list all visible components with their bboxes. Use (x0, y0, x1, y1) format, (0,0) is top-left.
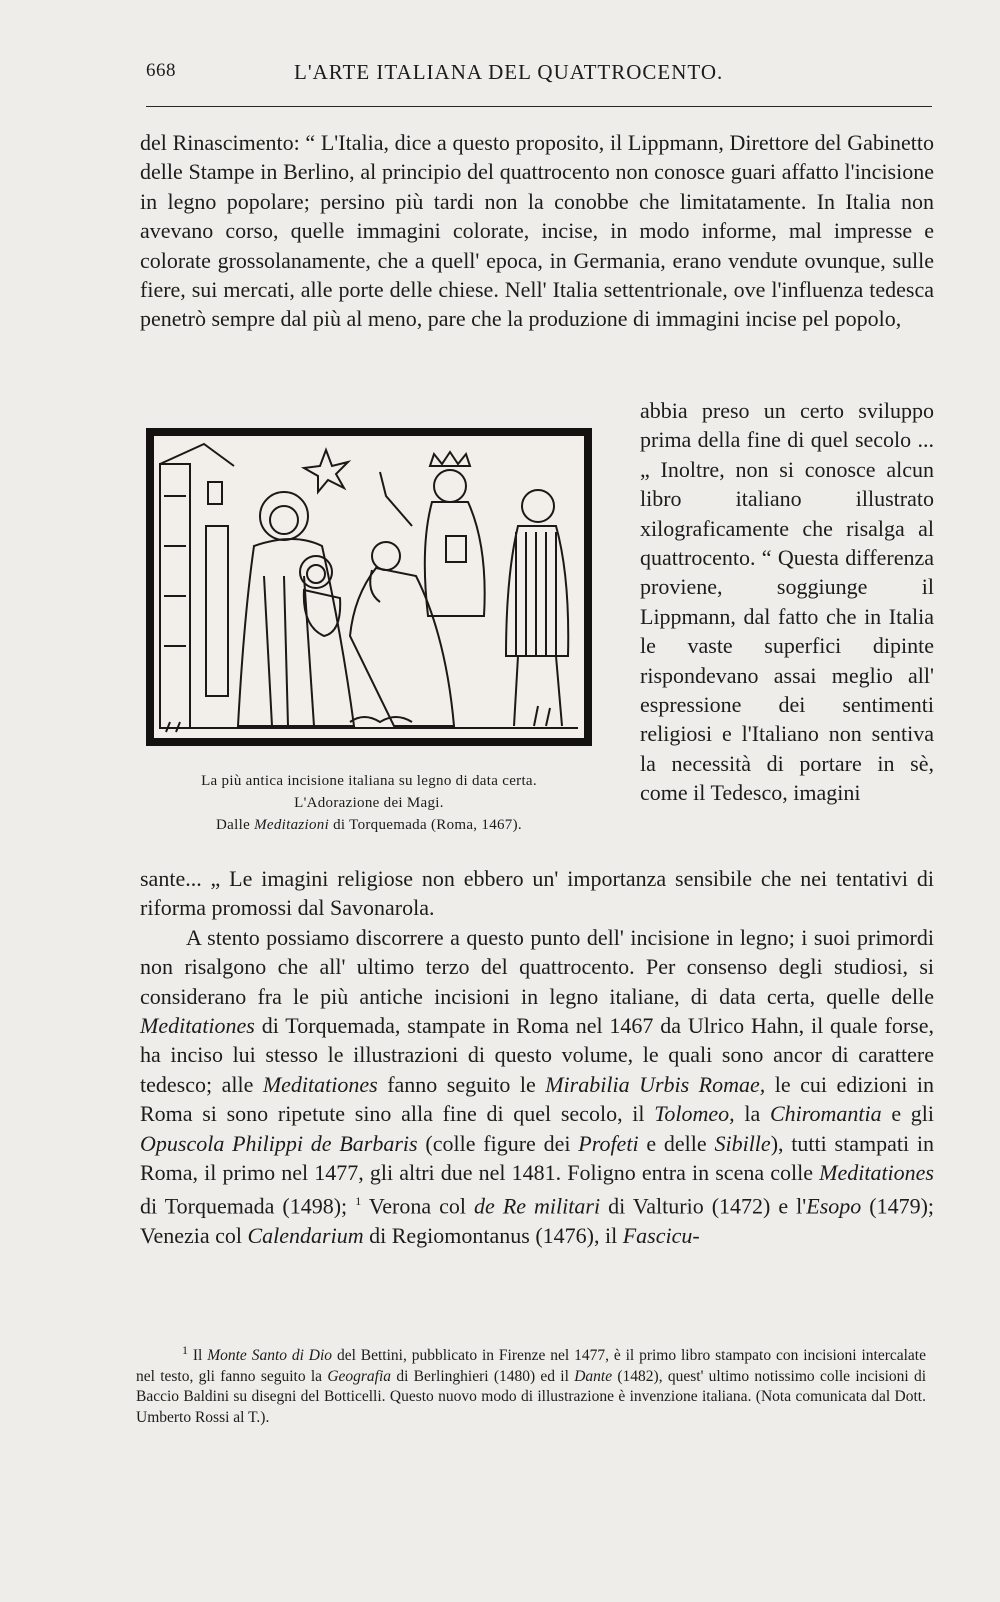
text-run: le cui edizioni in Roma si sono ripetute sino alla fine di quel secolo, il (140, 1071, 935, 1127)
text-run: (1482), quest' ultimo notissimo colle incisioni di Baccio Baldini su disegni del Botticelli. Questo nuovo modo di illustrazione è invenzione italiana. (Nota comunicata dal Dott. Umberto Rossi al T.). (136, 1367, 927, 1426)
text-run: del Bettini, pubblicato in Firenze nel 1477, è il primo libro stampato con incisioni intercalate nel testo, gli fanno seguito la (136, 1347, 926, 1385)
italic-title: Meditationes (262, 1071, 378, 1097)
running-title: L'ARTE ITALIANA DEL QUATTROCENTO. (294, 60, 724, 84)
caption-text: di Torquemada (Roma, 1467). (333, 817, 522, 833)
italic-title: Meditationes (140, 1013, 255, 1039)
figure-caption (146, 770, 592, 836)
caption-line (146, 814, 592, 836)
text-run: e delle (646, 1130, 707, 1156)
italic-title: Profeti (578, 1130, 639, 1156)
paragraph-lippmann-quote (140, 128, 934, 334)
page-number: 668 (146, 60, 176, 81)
madonna-robe (238, 539, 354, 726)
caption-line: La più antica incisione italiana su legno di data certa. (201, 773, 537, 789)
caption-italic: Meditazioni (254, 817, 330, 833)
header-rule (146, 106, 932, 107)
text-run: fanno seguito le (387, 1071, 536, 1097)
footnote (136, 1340, 926, 1428)
italic-title: Mirabilia Urbis Romae, (545, 1071, 766, 1097)
paragraph-incisione (140, 923, 934, 1251)
text-run: A stento possiamo discorrere a questo punto dell' incisione in legno; i suoi primordi non risalgono che all' ultimo terzo del quattrocento. Per consenso degli studiosi, si considerano fra le più antiche incisioni in legno italiane, di data certa, quelle delle (140, 924, 934, 1009)
text-run: ), tutti stampati in Roma, il primo nel 1477, gli altri due nel 1481. Foligno entra in scena colle (140, 1130, 934, 1186)
italic-title: Opuscola Philippi de Barbaris (140, 1130, 418, 1156)
italic-title: Esopo (806, 1193, 862, 1219)
crown (430, 452, 470, 466)
page-header (146, 60, 932, 92)
text-run: (colle figure dei (425, 1130, 571, 1156)
caption-text: Dalle (216, 817, 251, 833)
italic-title: de Re militari (474, 1193, 601, 1219)
italic-title: Sibille (714, 1130, 771, 1156)
text-run: la (744, 1101, 761, 1127)
caption-line: L'Adorazione dei Magi. (294, 795, 444, 811)
italic-title: Chiromantia (769, 1101, 882, 1127)
italic-title: Tolomeo, (654, 1101, 735, 1127)
paragraph-end: sante... „ Le imagini religiose non ebbero un' importanza sensibile che nei tentativi di riforma promossi dal Savonarola. (140, 866, 934, 921)
italic-title: Calendarium (247, 1223, 364, 1249)
footnote-reference[interactable]: 1 (355, 1194, 362, 1209)
text-run: di Valturio (1472) e l' (608, 1193, 807, 1219)
italic-title: Dante (574, 1367, 613, 1385)
italic-title: Geografia (327, 1367, 392, 1385)
paragraph-text: del Rinascimento: “ L'Italia, dice a questo proposito, il Lippmann, Direttore del Gabinetto delle Stampe in Berlino, al principio del quattrocento non conosce guari affatto l'incisione in legno popolare; persino più tardi non la conobbe che limitatamente. In Italia non avevano corso, quelle immagini colorate, incise, in modo informe, mal impresse e colorate grossolanamente, che a quell' epoca, in Germania, erano vendute ovunque, sulle fiere, sui mercati, alle porte delle chiese. Nell' Italia settentrionale, ove l'influenza tedesca penetrò sempre dal più al meno, pare che la produzione di immagini incise pel popolo, (140, 130, 934, 332)
italic-title: Meditationes (819, 1160, 934, 1186)
woodcut-adoration-of-magi (146, 428, 592, 746)
footnote-mark: 1 (182, 1343, 188, 1357)
footnote-text (136, 1340, 926, 1428)
text-run: e gli (891, 1101, 935, 1127)
text-run: Verona col (368, 1193, 467, 1219)
italic-title: Monte Santo di Dio (207, 1347, 333, 1365)
text-run: (1479); Venezia col (140, 1193, 935, 1249)
text-run: Il (192, 1347, 203, 1365)
woodcut-illustration (154, 436, 584, 738)
text-run: di Torquemada (1498); (140, 1193, 348, 1219)
italic-title: Fascicu- (622, 1223, 700, 1249)
text-run: di Regiomontanus (1476), il (369, 1223, 618, 1249)
text-run: di Berlinghieri (1480) ed il (396, 1367, 569, 1385)
madonna-halo (260, 492, 308, 540)
paragraph-wrap-column (640, 396, 934, 808)
paragraph-text: abbia preso un certo sviluppo prima della fine di quel secolo ... „ Inoltre, non si conosce alcun libro italiano illustrato xilograficamente che risalga al quattrocento. “ Questa differenza proviene, soggiunge il Lippmann, dal fatto che in Italia le vaste superfici dipinte rispondevano assai meglio all' espressione dei sentimenti religiosi e l'Italiano non sentiva la necessità di portare in sè, come il Tedesco, imagini (640, 398, 934, 806)
kneeling-magus (350, 568, 454, 726)
standing-magus (425, 502, 485, 616)
text-run: di Torquemada, stampate in Roma nel 1467 da Ulrico Hahn, il quale forse, ha inciso lui stesso le illustrazioni di questo volume, le quali sono ancor di carattere tedesco; alle (140, 1013, 935, 1097)
paragraph-savonarola-and-incisions (140, 864, 934, 1251)
star-of-bethlehem (304, 450, 348, 492)
